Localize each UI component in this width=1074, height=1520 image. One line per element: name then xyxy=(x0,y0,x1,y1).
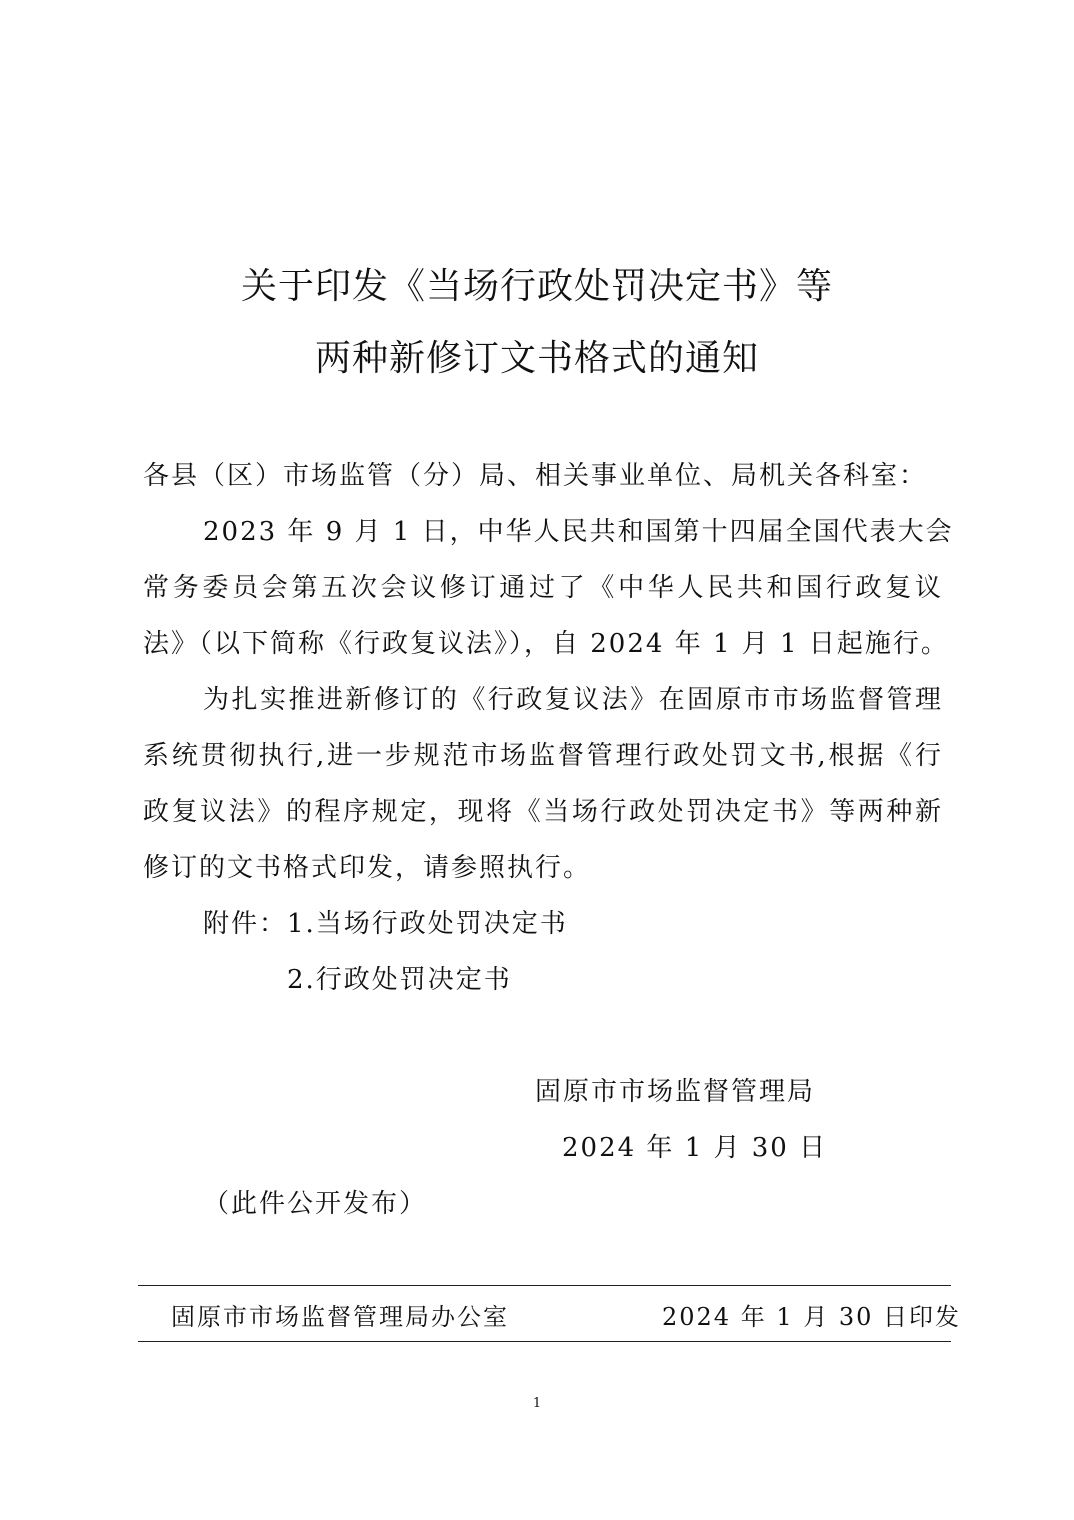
attachments-label: 附件： xyxy=(203,909,288,939)
footer-top-rule xyxy=(138,1285,951,1286)
attachment-item: 1.当场行政处罚决定书 xyxy=(287,909,568,939)
footer-bottom-rule xyxy=(138,1341,951,1342)
signature-date: 2024 年 1 月 30 日 xyxy=(562,1133,828,1163)
footer-issue-date: 2024 年 1 月 30 日印发 xyxy=(662,1303,962,1331)
salutation: 各县（区）市场监管（分）局、相关事业单位、局机关各科室： xyxy=(143,461,928,491)
paragraph-1-line-3: 法》（以下简称《行政复议法》），自 2024 年 1 月 1 日起施行。 xyxy=(143,629,949,659)
attachment-item: 2.行政处罚决定书 xyxy=(287,965,512,995)
signature-org: 固原市市场监督管理局 xyxy=(535,1077,816,1107)
public-note: （此件公开发布） xyxy=(203,1189,428,1219)
title-line-1: 关于印发《当场行政处罚决定书》等 xyxy=(240,266,833,307)
paragraph-2-line-4: 修订的文书格式印发，请参照执行。 xyxy=(143,853,592,883)
paragraph-1-line-2: 常务委员会第五次会议修订通过了《中华人民共和国行政复议 xyxy=(143,573,943,603)
footer-issuer: 固原市市场监督管理局办公室 xyxy=(171,1303,509,1331)
paragraph-2-line-3: 政复议法》的程序规定，现将《当场行政处罚决定书》等两种新 xyxy=(143,797,943,827)
paragraph-1-line-1: 2023 年 9 月 1 日，中华人民共和国第十四届全国代表大会 xyxy=(203,517,954,547)
title-line-2: 两种新修订文书格式的通知 xyxy=(314,338,759,379)
paragraph-2-line-2: 系统贯彻执行,进一步规范市场监督管理行政处罚文书,根据《行 xyxy=(143,741,943,771)
paragraph-2-line-1: 为扎实推进新修订的《行政复议法》在固原市市场监督管理 xyxy=(203,685,943,715)
page-number: 1 xyxy=(532,1396,542,1411)
